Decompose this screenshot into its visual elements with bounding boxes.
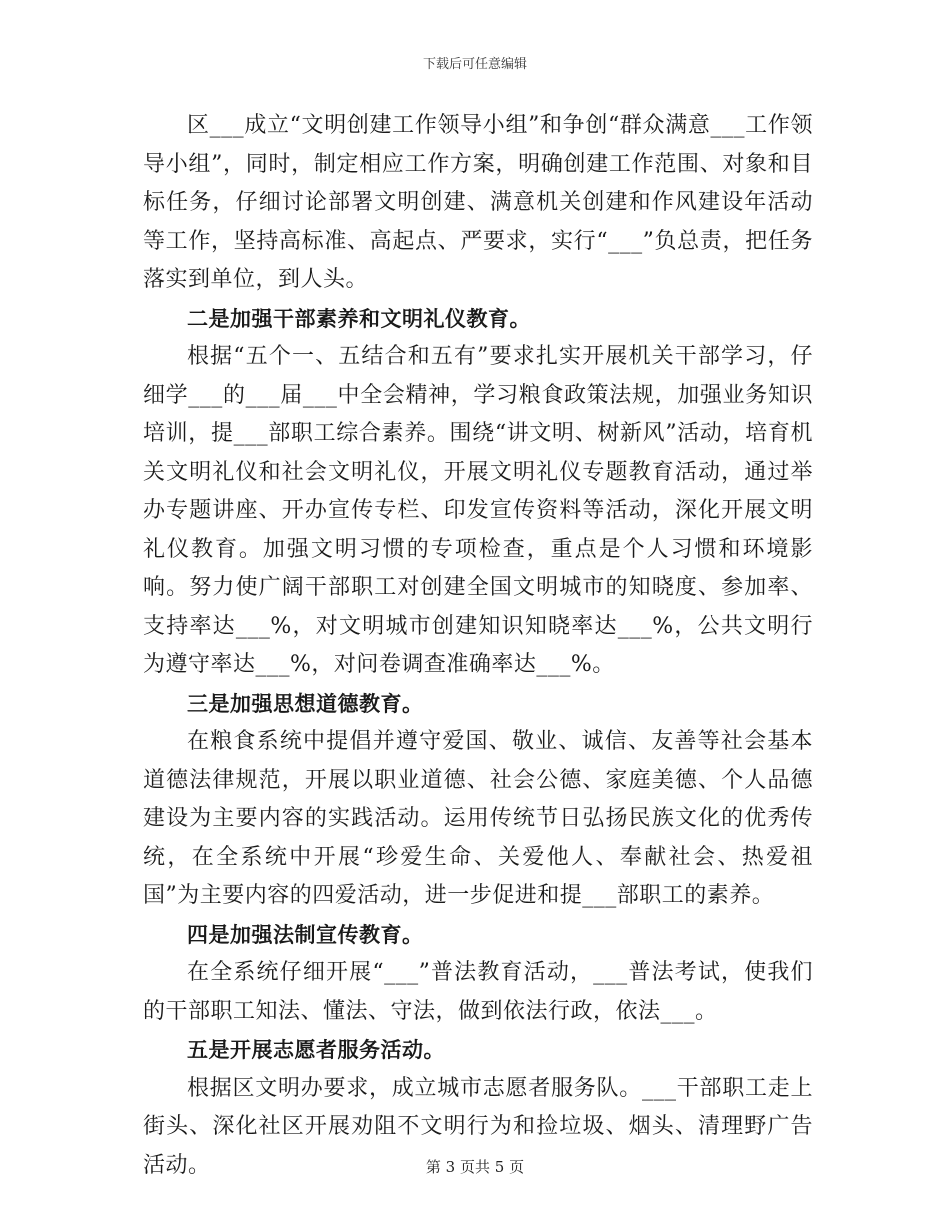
- heading-legal-education: 四是加强法制宣传教育。: [187, 922, 424, 947]
- paragraph-volunteer-service: 根据区文明办要求，成立城市志愿者服务队。___干部职工走上街头、深化社区开展劝阻不文明行为和捡垃圾、烟头、清理野广告活动。: [143, 1075, 813, 1178]
- page-number-footer: 第 3 页共 5 页: [425, 1158, 525, 1176]
- paragraph-creation-leadership: 区___成立“文明创建工作领导小组”和争创“群众满意___工作领导小组”，同时，制定相应工作方案，明确创建工作范围、对象和目标任务，仔细讨论部署文明创建、满意机关创建和作风建设年活动等工作，坚持高标准、高起点、严要求，实行“___”负总责，把任务落实到单位，到人头。: [143, 113, 813, 292]
- heading-volunteer-service: 五是开展志愿者服务活动。: [187, 1038, 445, 1062]
- paragraph-cadre-etiquette-education: 根据“五个一、五结合和五有”要求扎实开展机关干部学习，仔细学___的___届___中全会精神，学习粮食政策法规，加强业务知识培训，提___部职工综合素养。围绕“讲文明、树新风”活动，培育机关文明礼仪和社会文明礼仪，开展文明礼仪专题教育活动，通过举办专题讲座、开办宣传专栏、印发宣传资料等活动，深化开展文明礼仪教育。加强文明习惯的专项检查，重点是个人习惯和环境影响。努力使广阔干部职工对创建全国文明城市的知晓度、参加率、支持率达___%，对文明城市创建知识知晓率达___%，公共文明行为遵守率达___%，对问卷调查准确率达___%。: [143, 344, 813, 677]
- heading-cadre-etiquette-education: 二是加强干部素养和文明礼仪教育。: [187, 306, 531, 331]
- paragraph-legal-education: 在全系统仔细开展“___”普法教育活动，___普法考试，使我们的干部职工知法、懂法、守法，做到依法行政，依法___。: [143, 960, 813, 1024]
- paragraph-moral-education: 在粮食系统中提倡并遵守爱国、敬业、诚信、友善等社会基本道德法律规范，开展以职业道德、社会公德、家庭美德、个人品德建设为主要内容的实践活动。运用传统节日弘扬民族文化的优秀传统，在全系统中开展“珍爱生命、关爱他人、奉献社会、热爱祖国”为主要内容的四爱活动，进一步促进和提___部职工的素养。: [143, 729, 813, 908]
- heading-moral-education: 三是加强思想道德教育。: [187, 691, 424, 716]
- document-body: [143, 107, 813, 1185]
- page-header-note: 下载后可任意编辑: [422, 57, 527, 72]
